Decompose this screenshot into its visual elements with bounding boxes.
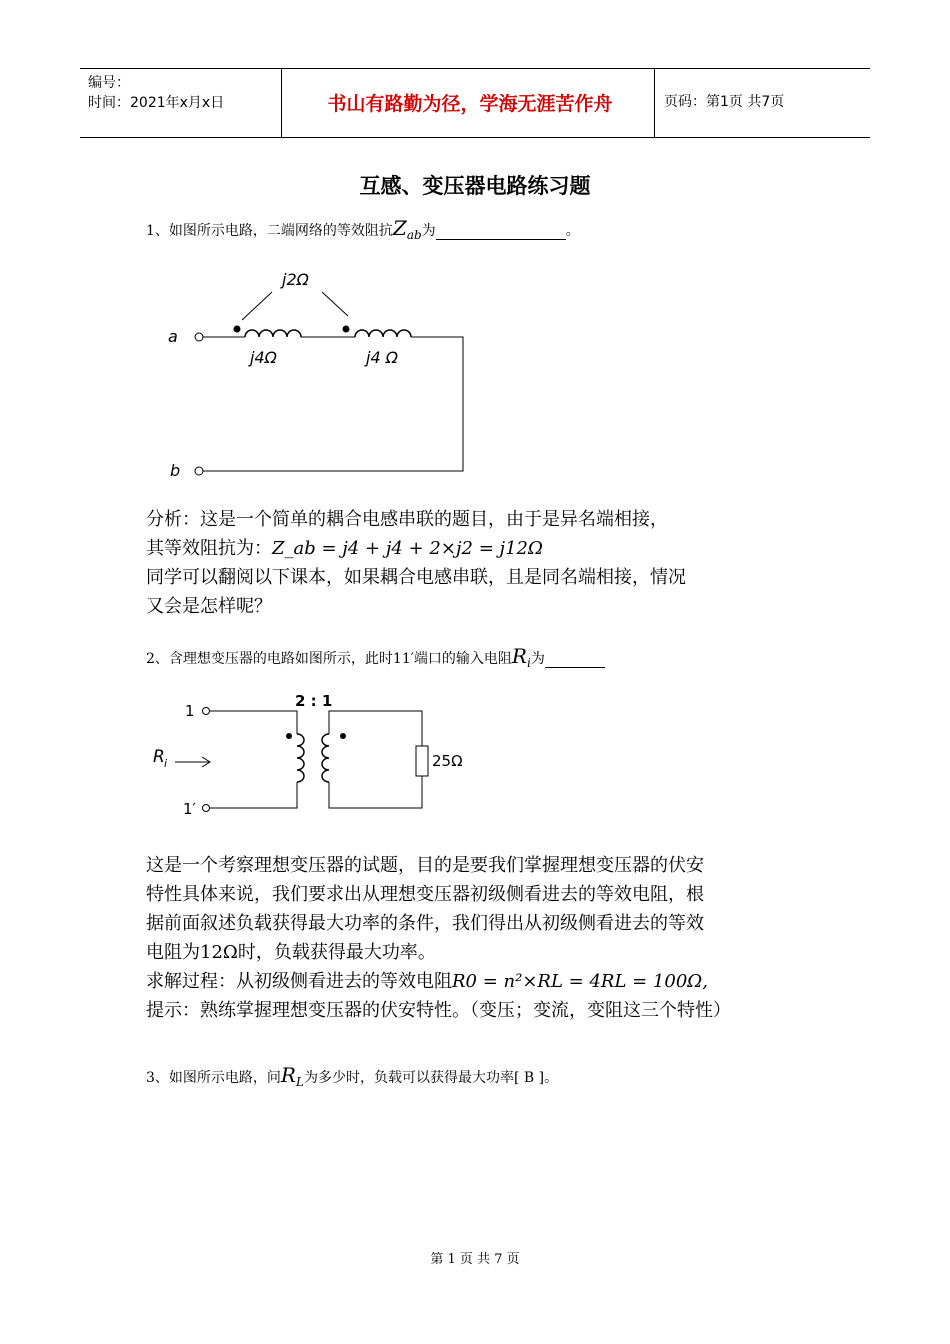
question-2	[146, 644, 605, 670]
primary-winding	[297, 734, 304, 782]
q1-var: Z	[392, 216, 407, 240]
q3-sub: L	[295, 1074, 304, 1089]
q1-prefix: 1、如图所示电路，二端网络的等效阻抗	[146, 223, 393, 239]
q2-port: 11′	[392, 651, 414, 667]
answer-blank[interactable]	[545, 651, 605, 668]
dot-marker	[340, 733, 346, 739]
header-divider	[281, 69, 282, 137]
inductor-1	[245, 330, 301, 337]
hint-line: 提示：熟练掌握理想变压器的伏安特性。（变压；变流，变阻这三个特性）	[146, 1000, 731, 1021]
analysis-prefix: 其等效阻抗为：	[146, 538, 272, 559]
terminal-1	[203, 708, 210, 715]
q3-prefix: 3、如图所示电路，问	[146, 1070, 281, 1086]
q2-middle: 端口的输入电阻	[413, 651, 512, 667]
solution-prefix: 求解过程：从初级侧看进去的等效电阻	[146, 971, 452, 992]
solution-formula: R0 = n²×RL = 4RL = 100Ω,	[452, 971, 708, 992]
q2-sub: i	[526, 655, 531, 670]
page-title: 互感、变压器电路练习题	[359, 173, 591, 198]
page-info: 页码：第1页 共7页	[664, 94, 785, 110]
serial-label: 编号：	[88, 75, 130, 91]
dot-marker	[286, 733, 292, 739]
q3-suffix: 为多少时，负载可以获得最大功率[ B ]。	[303, 1070, 559, 1086]
terminal-a	[195, 333, 203, 341]
header-divider	[654, 69, 655, 137]
inductor-1-label: j4Ω	[250, 348, 277, 367]
q2-prefix: 2、含理想变压器的电路如图所示，此时	[146, 651, 393, 667]
ri-sub: i	[164, 757, 168, 770]
dot-marker	[234, 326, 241, 333]
header-meta	[88, 73, 224, 113]
terminal-1-prime	[203, 805, 210, 812]
q1-end: 。	[565, 223, 580, 239]
load-resistor	[416, 746, 428, 776]
solution-line	[146, 967, 731, 996]
analysis-line: 又会是怎样呢？	[146, 596, 272, 617]
q1-sub: ab	[406, 227, 422, 242]
turns-ratio-label: 2 : 1	[295, 692, 333, 710]
equivalent-impedance-formula: Z_ab = j4 + j4 + 2×j2 = j12Ω	[272, 538, 543, 559]
question-3	[146, 1063, 558, 1089]
q2-suffix: 为	[530, 651, 545, 667]
analysis-line: 分析：这是一个简单的耦合电感串联的题目，由于是异名端相接，	[146, 509, 668, 530]
explanation-line: 特性具体来说，我们要求出从理想变压器初级侧看进去的等效电阻，根	[146, 884, 704, 905]
node-a-label: a	[168, 327, 178, 346]
question-1	[146, 216, 580, 242]
terminal-b	[195, 467, 203, 475]
explanation-line: 这是一个考察理想变压器的试题，目的是要我们掌握理想变压器的伏安	[146, 855, 704, 876]
analysis-line: 同学可以翻阅以下课本，如果耦合电感串联，且是同名端相接，情况	[146, 567, 686, 588]
port-1-label: 1	[185, 702, 195, 720]
q1-suffix: 为	[421, 223, 436, 239]
inductor-2	[355, 330, 411, 337]
explanation-line: 电阻为12Ω时，负载获得最大功率。	[146, 942, 436, 963]
header-table	[80, 68, 870, 138]
answer-blank[interactable]	[436, 223, 566, 240]
inductor-2-label: j4 Ω	[366, 348, 398, 367]
port-1-prime-label: 1′	[183, 800, 196, 818]
analysis-line	[146, 534, 686, 563]
q1-circuit-diagram	[160, 262, 480, 482]
motto: 书山有路勤为径，学海无涯苦作舟	[327, 93, 613, 115]
q2-explanation	[146, 851, 731, 1025]
time-label: 时间：2021年x月x日	[88, 95, 225, 111]
q1-analysis	[146, 505, 686, 621]
load-label: 25Ω	[432, 752, 463, 770]
node-b-label: b	[170, 461, 181, 480]
secondary-winding	[322, 734, 329, 782]
q2-var: R	[511, 644, 527, 668]
q2-transformer-diagram	[145, 686, 485, 826]
ri-label: R	[153, 747, 165, 767]
dot-marker	[343, 326, 350, 333]
explanation-line: 据前面叙述负载获得最大功率的条件，我们得出从初级侧看进去的等效	[146, 913, 704, 934]
page-footer: 第 1 页 共 7 页	[430, 1252, 520, 1267]
mutual-inductance-label: j2Ω	[282, 270, 309, 289]
q3-var: R	[280, 1063, 296, 1087]
